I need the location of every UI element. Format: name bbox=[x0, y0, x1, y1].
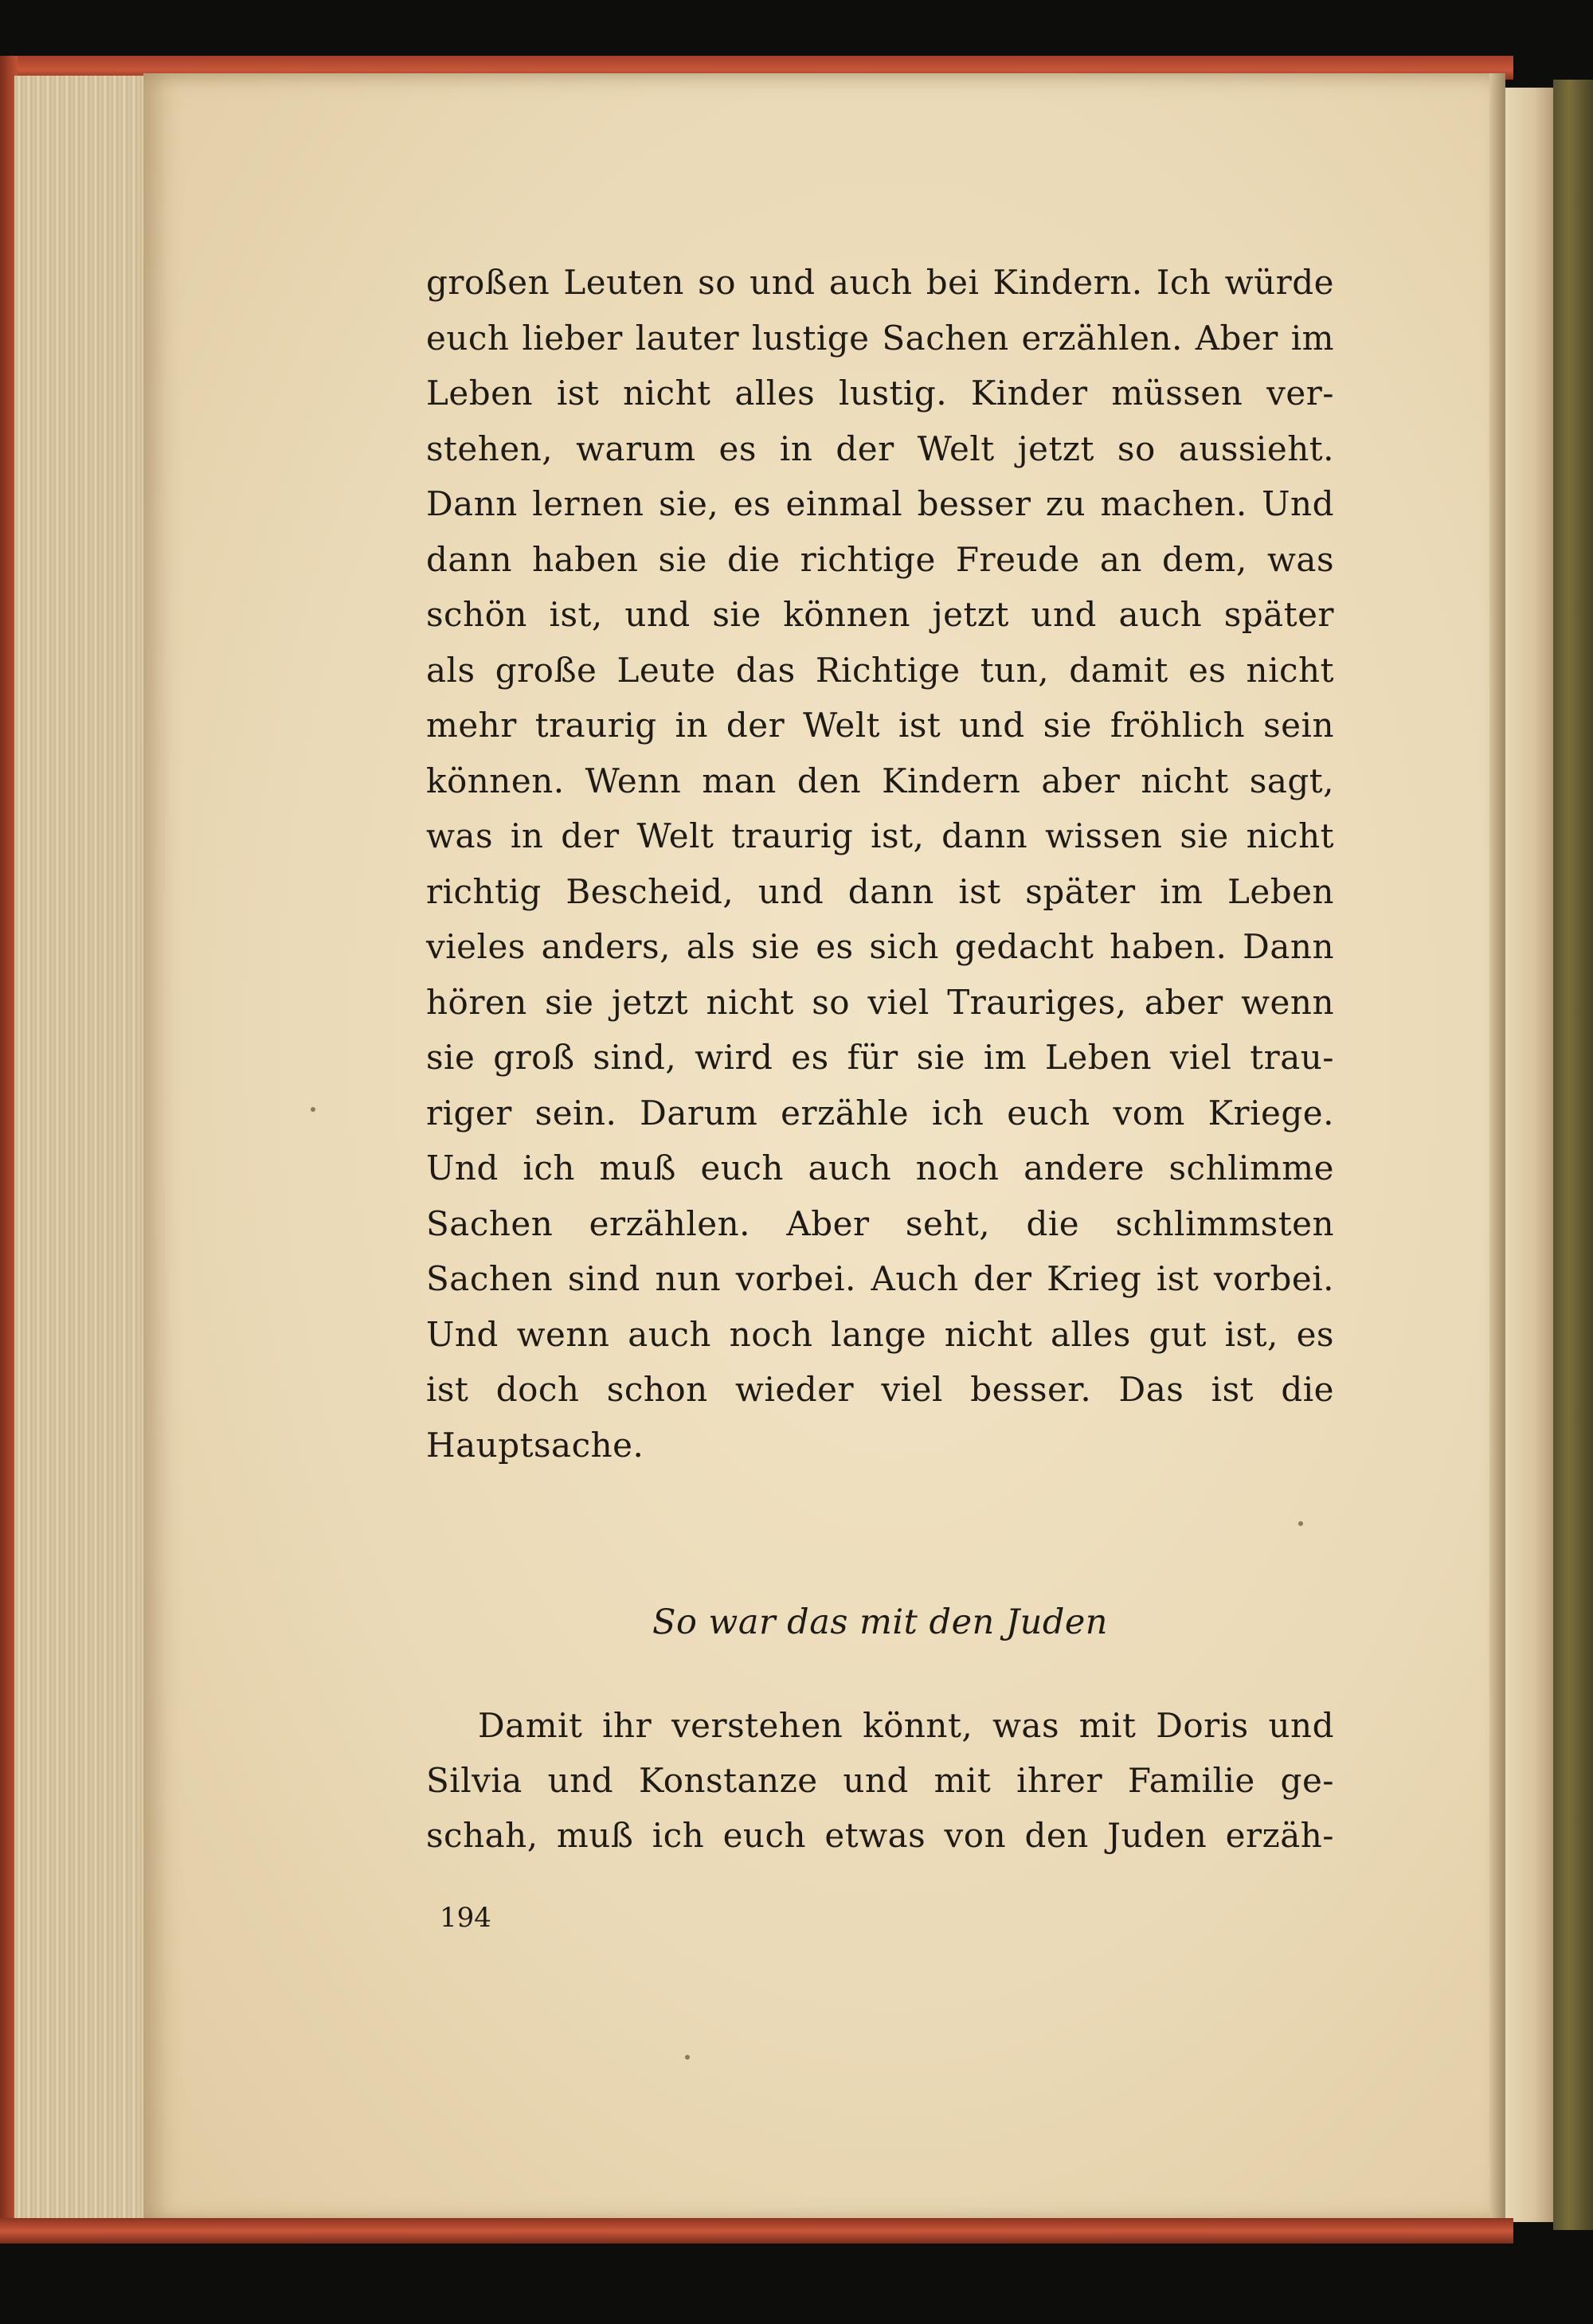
body-line: schön ist, und sie können jetzt und auch später bbox=[426, 595, 1334, 634]
section-heading: So war das mit den Juden bbox=[652, 1602, 1108, 1642]
body-line: was in der Welt traurig ist, dann wissen sie nicht bbox=[426, 816, 1334, 855]
body-line: Und wenn auch noch lange nicht alles gut ist, es bbox=[426, 1314, 1334, 1354]
body-line: können. Wenn man den Kindern aber nicht sagt, bbox=[426, 761, 1334, 800]
body-line: Leben ist nicht alles lustig. Kinder müssen ver- bbox=[426, 374, 1334, 413]
section-line: Silvia und Konstanze und mit ihrer Familie ge- bbox=[426, 1761, 1334, 1800]
body-line: euch lieber lauter lustige Sachen erzählen. Aber im bbox=[426, 318, 1334, 358]
body-line: richtig Bescheid, und dann ist später im Leben bbox=[426, 871, 1334, 911]
body-line: riger sein. Darum erzähle ich euch vom Kriege. bbox=[426, 1093, 1334, 1133]
body-line: Sachen sind nun vorbei. Auch der Krieg ist vorbei. bbox=[426, 1259, 1334, 1298]
body-line: vieles anders, als sie es sich gedacht haben. Dann bbox=[426, 927, 1334, 966]
body-line: Dann lernen sie, es einmal besser zu machen. Und bbox=[426, 484, 1334, 523]
body-line: stehen, warum es in der Welt jetzt so aussieht. bbox=[426, 428, 1334, 468]
book-binding bbox=[1553, 80, 1593, 2230]
body-line: Sachen erzählen. Aber seht, die schlimmsten bbox=[426, 1203, 1334, 1243]
page-number: 194 bbox=[440, 1902, 491, 1934]
body-paragraph bbox=[426, 255, 1334, 1473]
section-line: Damit ihr verstehen könnt, was mit Doris und bbox=[478, 1706, 1334, 1745]
body-line: Und ich muß euch auch noch andere schlimme bbox=[426, 1148, 1334, 1187]
body-line: großen Leuten so und auch bei Kindern. Ich würde bbox=[426, 263, 1334, 302]
book-gutter bbox=[1489, 73, 1505, 2224]
facing-page-sliver bbox=[1505, 88, 1553, 2222]
body-line: als große Leute das Richtige tun, damit es nicht bbox=[426, 650, 1334, 690]
body-line: dann haben sie die richtige Freude an dem, was bbox=[426, 539, 1334, 579]
page-stack-edge bbox=[14, 76, 150, 2226]
body-line: mehr traurig in der Welt ist und sie fröhlich sein bbox=[426, 706, 1334, 745]
body-line: hören sie jetzt nicht so viel Trauriges, aber wenn bbox=[426, 982, 1334, 1022]
paper-speck bbox=[311, 1107, 315, 1112]
body-line: sie groß sind, wird es für sie im Leben viel trau- bbox=[426, 1038, 1334, 1077]
paper-speck bbox=[685, 2055, 690, 2060]
section-line: schah, muß ich euch etwas von den Juden erzäh- bbox=[426, 1816, 1334, 1855]
section-paragraph bbox=[426, 1698, 1334, 1863]
body-line: Hauptsache. bbox=[426, 1425, 644, 1465]
body-line: ist doch schon wieder viel besser. Das ist die bbox=[426, 1370, 1334, 1409]
book-cover-bottom-edge bbox=[0, 2218, 1513, 2244]
paper-speck bbox=[1298, 1521, 1303, 1526]
